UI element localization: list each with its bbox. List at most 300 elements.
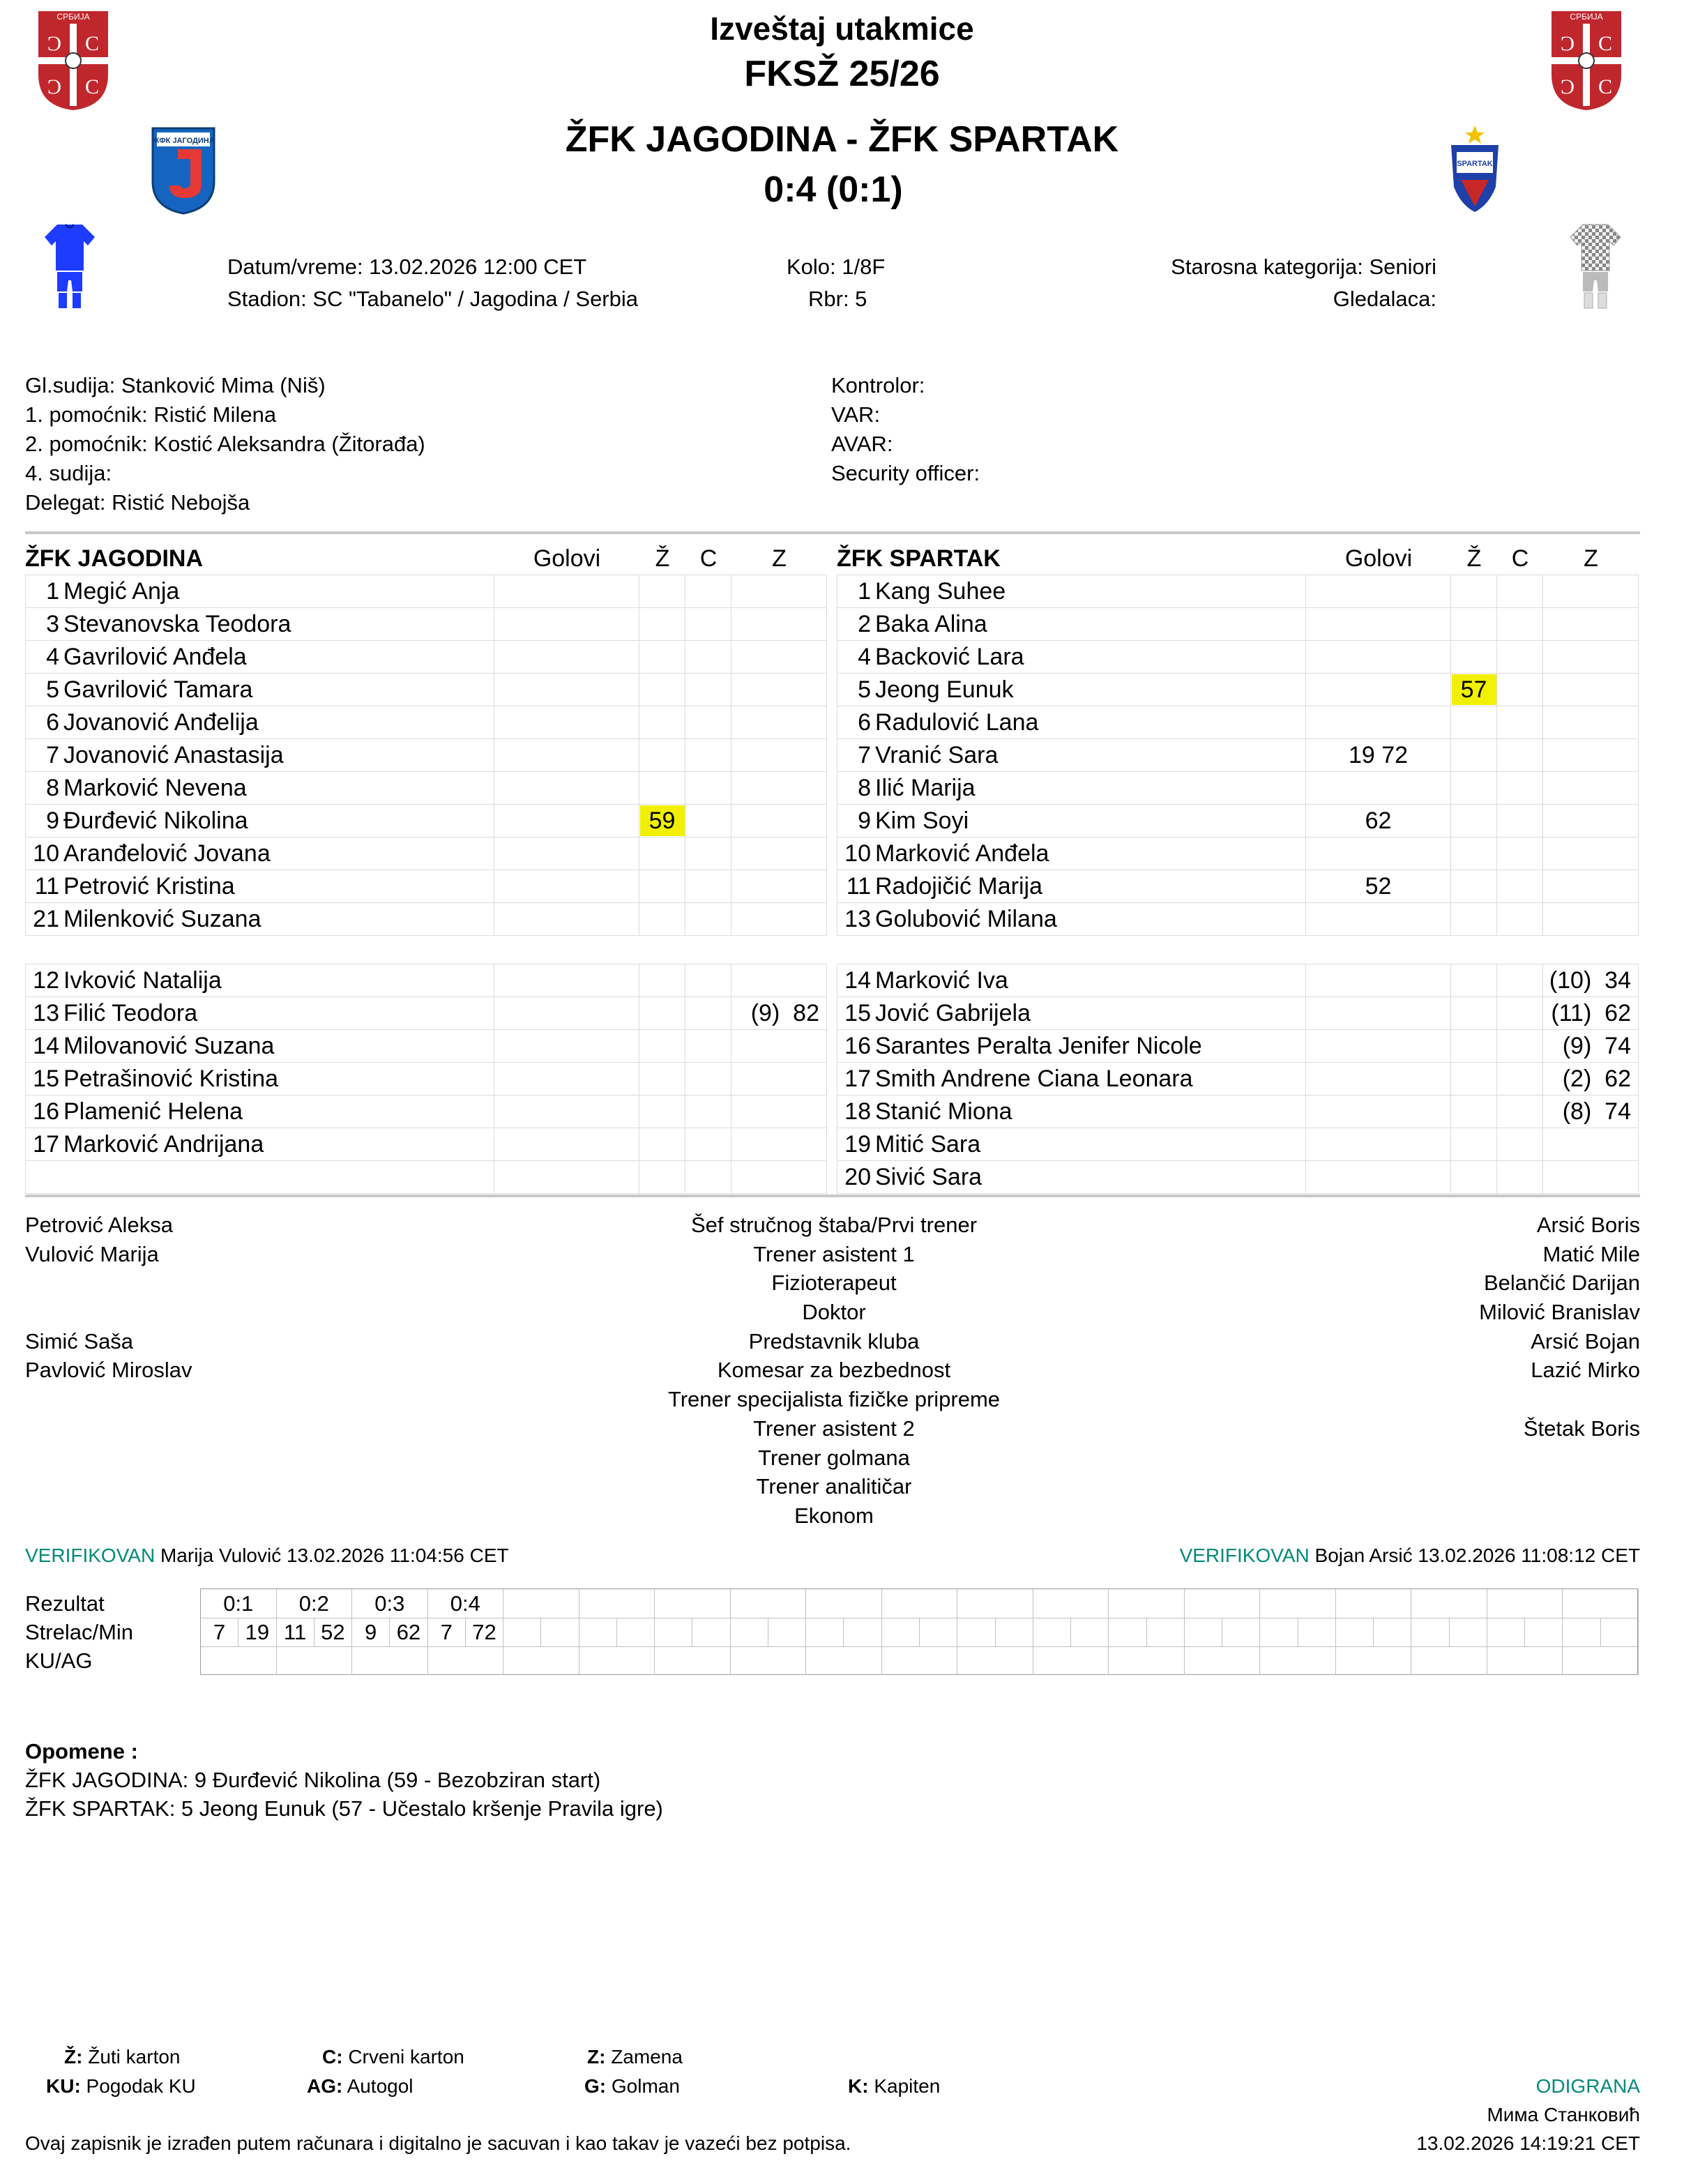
player-sub	[731, 1063, 827, 1095]
player-red	[685, 805, 731, 837]
player-row	[837, 1128, 1639, 1161]
result-cell	[731, 1589, 807, 1618]
scorer-minute-cell	[1298, 1618, 1336, 1646]
player-number: 6	[46, 709, 59, 736]
scorer-minute-cell	[1147, 1618, 1185, 1646]
scorer-number-cell	[503, 1618, 541, 1646]
player-row	[25, 837, 827, 870]
player-red	[685, 1095, 731, 1128]
lineup-spacer	[837, 936, 1639, 964]
player-red	[1497, 1063, 1543, 1095]
player-goals	[494, 870, 639, 902]
player-name: Kim Soyi	[875, 807, 969, 834]
ku-ag-cell	[1033, 1646, 1109, 1675]
player-number: 4	[46, 644, 59, 670]
player-name: Milovanović Suzana	[63, 1033, 275, 1059]
player-yellow	[1451, 964, 1497, 996]
player-sub	[731, 1128, 827, 1160]
player-goals	[494, 1030, 639, 1062]
player-row	[25, 1128, 827, 1161]
staff-line	[25, 1501, 192, 1531]
player-name: Jović Gabrijela	[875, 1000, 1031, 1026]
player-red	[1497, 674, 1543, 706]
player-cell	[837, 1161, 1306, 1193]
player-cell	[25, 1128, 494, 1160]
player-number: 7	[46, 742, 59, 768]
official-line: Delegat: Ristić Nebojša	[25, 490, 250, 515]
scorer-minute-cell	[1525, 1618, 1563, 1646]
player-name: Plamenić Helena	[63, 1098, 243, 1125]
result-cell	[1411, 1589, 1487, 1618]
footer-note: Ovaj zapisnik je izrađen putem računara i digitalno je sacuvan i kao takav je vazeći bez potpisa.	[25, 2132, 851, 2154]
match-round: Kolo: 1/8F	[787, 255, 886, 279]
staff-line: Matić Mile	[1542, 1241, 1640, 1266]
player-red	[1497, 739, 1543, 771]
player-yellow	[1451, 1128, 1497, 1160]
ku-ag-cell	[428, 1646, 504, 1675]
player-sub	[731, 1095, 827, 1128]
staff-line: Vulović Marija	[25, 1241, 159, 1266]
player-row	[25, 870, 827, 903]
player-row	[837, 997, 1639, 1030]
player-name: Ivković Natalija	[63, 967, 222, 994]
player-yellow	[639, 608, 685, 640]
scorer-minute-cell	[1374, 1618, 1411, 1646]
player-number: 14	[33, 1033, 59, 1059]
staff-line	[25, 1385, 192, 1414]
player-yellow	[639, 997, 685, 1029]
svg-text:СРБИЈА: СРБИЈА	[1570, 12, 1603, 22]
player-number: 2	[858, 611, 871, 637]
svg-text:SPARTAK: SPARTAK	[1457, 160, 1493, 168]
player-cell	[25, 805, 494, 837]
player-red	[1497, 1161, 1543, 1193]
player-sub	[1543, 903, 1639, 935]
player-row	[25, 1063, 827, 1095]
player-row	[837, 1030, 1639, 1063]
divider	[25, 531, 1640, 534]
player-number: 17	[844, 1066, 871, 1092]
result-cell: 0:1	[201, 1589, 277, 1618]
player-goals	[1306, 1030, 1451, 1062]
scorer-label: Strelac/Min	[25, 1620, 134, 1644]
player-cell	[25, 1161, 494, 1193]
lineup-header	[25, 543, 827, 575]
match-stadium: Stadion: SC "Tabanelo" / Jagodina / Serbia	[227, 287, 638, 311]
player-number: 9	[46, 807, 59, 834]
scorer-number-cell	[957, 1618, 995, 1646]
player-number: 8	[46, 775, 59, 801]
player-cell	[837, 641, 1306, 673]
player-goals	[1306, 641, 1451, 673]
scorer-number-cell	[655, 1618, 692, 1646]
official-line: VAR:	[831, 402, 881, 427]
player-goals	[494, 837, 639, 870]
player-number: 17	[33, 1131, 59, 1158]
away-verification	[1180, 1545, 1640, 1567]
legend-ag: AG: Autogol	[307, 2075, 414, 2097]
player-cell	[25, 870, 494, 902]
player-goals: 52	[1306, 870, 1451, 902]
player-goals	[494, 641, 639, 673]
player-red	[685, 641, 731, 673]
player-sub	[731, 608, 827, 640]
player-name: Milenković Suzana	[63, 906, 261, 932]
scorer-minute-cell	[692, 1618, 730, 1646]
scorer-minute-cell	[1601, 1618, 1639, 1646]
player-row	[837, 575, 1639, 608]
verified-label: VERIFIKOVAN	[1179, 1545, 1310, 1566]
player-sub	[1543, 641, 1639, 673]
player-red	[1497, 805, 1543, 837]
player-row	[25, 674, 827, 706]
divider	[25, 1195, 1640, 1197]
player-sub	[731, 641, 827, 673]
player-name: Smith Andrene Ciana Leonara	[875, 1066, 1193, 1092]
player-cell	[837, 608, 1306, 640]
result-cell	[957, 1589, 1033, 1618]
player-number: 21	[33, 906, 59, 932]
player-row	[837, 903, 1639, 936]
player-cell	[25, 674, 494, 706]
scorer-minute-cell	[541, 1618, 579, 1646]
player-yellow	[1451, 1161, 1497, 1193]
player-cell	[25, 772, 494, 804]
svg-text:Ͻ: Ͻ	[47, 75, 62, 98]
player-red	[685, 1161, 731, 1193]
result-cell: 0:2	[277, 1589, 353, 1618]
result-cell	[503, 1589, 579, 1618]
player-sub	[731, 575, 827, 607]
svg-text:C: C	[1598, 75, 1613, 98]
result-cell	[655, 1589, 731, 1618]
scorer-number-cell: 7	[428, 1618, 466, 1646]
staff-line: Komesar za bezbednost	[717, 1358, 951, 1383]
player-yellow	[639, 805, 685, 837]
player-number: 19	[844, 1131, 871, 1158]
player-cell	[25, 1063, 494, 1095]
verified-label: VERIFIKOVAN	[25, 1545, 155, 1566]
player-yellow	[1451, 903, 1497, 935]
scorer-number-cell: 9	[352, 1618, 390, 1646]
result-cell: 0:3	[352, 1589, 428, 1618]
player-goals	[1306, 903, 1451, 935]
player-cell	[837, 1128, 1306, 1160]
player-yellow	[1451, 706, 1497, 738]
scorer-number-cell	[1563, 1618, 1600, 1646]
player-goals	[1306, 1128, 1451, 1160]
caution-line: ŽFK SPARTAK: 5 Jeong Eunuk (57 - Učestalo kršenje Pravila igre)	[25, 1796, 663, 1821]
scorer-number-cell: 7	[201, 1618, 238, 1646]
player-goals	[1306, 772, 1451, 804]
player-number: 15	[33, 1066, 59, 1092]
player-goals	[494, 1161, 639, 1193]
player-sub	[1543, 772, 1639, 804]
svg-text:ЖФК ЈАГОДИНА: ЖФК ЈАГОДИНА	[152, 137, 215, 145]
player-goals	[1306, 837, 1451, 870]
player-red	[1497, 608, 1543, 640]
player-goals	[1306, 674, 1451, 706]
report-title: Izveštaj utakmice	[710, 10, 974, 47]
player-row	[25, 1030, 827, 1063]
match-status: ODIGRANA	[1535, 2075, 1640, 2097]
player-cell	[837, 964, 1306, 996]
staff-line	[25, 1298, 192, 1327]
official-line: Gl.sudija: Stanković Mima (Niš)	[25, 373, 326, 397]
player-red	[685, 997, 731, 1029]
player-cell	[837, 1095, 1306, 1128]
result-cell	[1109, 1589, 1185, 1618]
match-title: ŽFK JAGODINA - ŽFK SPARTAK	[565, 119, 1119, 160]
player-yellow	[639, 1095, 685, 1128]
staff-line: Trener analitičar	[756, 1474, 912, 1499]
player-number: 16	[33, 1098, 59, 1125]
player-cell	[25, 575, 494, 607]
away-lineup-table	[837, 543, 1639, 1194]
player-yellow	[639, 964, 685, 996]
player-yellow	[1451, 1030, 1497, 1062]
player-row	[25, 739, 827, 772]
staff-line	[25, 1472, 192, 1501]
player-name: Đurđević Nikolina	[63, 807, 248, 834]
staff-line	[25, 1414, 192, 1443]
player-name: Marković Iva	[875, 967, 1008, 994]
player-row	[837, 964, 1639, 997]
officials-left	[25, 373, 425, 520]
player-row	[25, 964, 827, 997]
svg-text:СРБИЈА: СРБИЈА	[56, 12, 90, 22]
player-sub	[731, 903, 827, 935]
result-cell	[1260, 1589, 1336, 1618]
signer-name: Мима Станковић	[1487, 2104, 1640, 2125]
legend-red: C: Crveni karton	[322, 2046, 464, 2068]
staff-line: Belančić Darijan	[1484, 1271, 1640, 1296]
player-goals	[494, 1063, 639, 1095]
match-datetime: Datum/vreme: 13.02.2026 12:00 CET	[227, 255, 587, 279]
player-goals	[1306, 964, 1451, 996]
player-yellow	[1451, 641, 1497, 673]
result-label: Rezultat	[25, 1591, 105, 1616]
ku-ag-cell	[655, 1646, 731, 1675]
competition-name: FKSŽ 25/26	[744, 54, 940, 94]
player-yellow	[1451, 1063, 1497, 1095]
player-yellow	[639, 575, 685, 607]
player-name: Marković Andrijana	[63, 1131, 264, 1158]
player-yellow	[639, 837, 685, 870]
signature-timestamp: 13.02.2026 14:19:21 CET	[1416, 2132, 1640, 2154]
player-row	[837, 641, 1639, 674]
scorer-minute-cell	[844, 1618, 881, 1646]
player-cell	[25, 964, 494, 996]
player-row	[25, 1095, 827, 1128]
player-cell	[837, 837, 1306, 870]
legend-captain: K: Kapiten	[848, 2075, 941, 2097]
player-number: 12	[33, 967, 59, 994]
player-sub	[731, 1161, 827, 1193]
player-sub	[1543, 870, 1639, 902]
player-goals	[1306, 1063, 1451, 1095]
legend-ku: KU: Pogodak KU	[46, 2075, 196, 2097]
player-row	[25, 608, 827, 641]
staff-line: Trener asistent 2	[753, 1416, 915, 1441]
player-number: 11	[34, 873, 59, 900]
player-sub	[731, 805, 827, 837]
player-red	[685, 837, 731, 870]
player-yellow	[639, 674, 685, 706]
ku-ag-cell	[1563, 1646, 1639, 1675]
player-red	[685, 608, 731, 640]
staff-line: Predstavnik kluba	[748, 1328, 920, 1353]
player-row	[837, 1161, 1639, 1194]
player-sub	[1543, 608, 1639, 640]
player-yellow	[639, 1063, 685, 1095]
player-number: 7	[858, 742, 871, 768]
player-goals	[494, 674, 639, 706]
player-name: Jovanović Anastasija	[63, 742, 284, 768]
player-number: 16	[844, 1033, 871, 1059]
player-sub: (11) 62	[1543, 997, 1639, 1029]
player-sub	[731, 964, 827, 996]
player-row	[837, 706, 1639, 739]
scorer-minute-cell	[996, 1618, 1033, 1646]
player-yellow	[639, 706, 685, 738]
staff-line: Pavlović Miroslav	[25, 1358, 192, 1383]
scorer-number-cell	[579, 1618, 617, 1646]
yellow-card-minute: 59	[640, 805, 685, 836]
player-row	[837, 870, 1639, 903]
player-cell	[837, 870, 1306, 902]
result-cell	[806, 1589, 882, 1618]
player-number: 13	[844, 906, 871, 932]
officials-right	[831, 373, 980, 490]
yellow-card-minute: 57	[1452, 674, 1496, 705]
scorer-number-cell	[1033, 1618, 1071, 1646]
player-red	[685, 870, 731, 902]
scorer-minute-cell: 19	[238, 1618, 276, 1646]
team-name: ŽFK JAGODINA	[25, 545, 203, 572]
scorer-number-cell	[882, 1618, 920, 1646]
result-cell: 0:4	[428, 1589, 504, 1618]
player-name: Ilić Marija	[875, 775, 976, 801]
player-name: Petrašinović Kristina	[63, 1066, 279, 1092]
home-staff-list	[25, 1211, 192, 1531]
player-sub	[1543, 805, 1639, 837]
result-cell	[1336, 1589, 1412, 1618]
red-header: C	[699, 545, 718, 572]
player-row	[837, 837, 1639, 870]
staff-line: Simić Saša	[25, 1328, 134, 1353]
player-sub: (2) 62	[1543, 1063, 1639, 1095]
yellow-header: Ž	[1466, 545, 1482, 572]
scorer-minute-cell	[1222, 1618, 1260, 1646]
team-name: ŽFK SPARTAK	[837, 545, 1001, 572]
player-red	[685, 964, 731, 996]
player-sub	[731, 1030, 827, 1062]
player-goals: 19 72	[1306, 739, 1451, 771]
player-name: Aranđelović Jovana	[63, 840, 271, 867]
official-line: 4. sudija:	[25, 461, 112, 485]
ku-ag-cell	[201, 1646, 277, 1675]
staff-line: Štetak Boris	[1523, 1416, 1640, 1441]
player-red	[685, 903, 731, 935]
player-red	[685, 674, 731, 706]
player-number: 10	[844, 840, 871, 867]
ku-ag-cell	[731, 1646, 807, 1675]
official-line: Security officer:	[831, 461, 980, 485]
player-goals	[1306, 706, 1451, 738]
player-sub	[731, 674, 827, 706]
player-name: Golubović Milana	[875, 906, 1057, 932]
scorer-number-cell	[1260, 1618, 1298, 1646]
lineup-spacer	[25, 936, 827, 964]
player-red	[685, 706, 731, 738]
scorer-minute-cell: 52	[314, 1618, 352, 1646]
player-red	[1497, 706, 1543, 738]
scorer-minute-cell	[1071, 1618, 1109, 1646]
staff-line: Arsić Boris	[1536, 1213, 1640, 1237]
ku-ag-cell	[806, 1646, 882, 1675]
player-name: Radulović Lana	[875, 709, 1039, 736]
staff-line: Trener specijalista fizičke pripreme	[667, 1387, 1001, 1412]
official-line: 1. pomoćnik: Ristić Milena	[25, 402, 277, 427]
player-yellow	[639, 870, 685, 902]
player-sub	[1543, 575, 1639, 607]
scorer-minute-cell	[617, 1618, 655, 1646]
home-kit-icon	[42, 222, 98, 312]
player-number: 10	[33, 840, 59, 867]
sub-header: Z	[772, 545, 787, 572]
scorer-minute-cell	[768, 1618, 806, 1646]
player-number: 6	[858, 709, 871, 736]
player-red	[1497, 772, 1543, 804]
ku-ag-cell	[1487, 1646, 1563, 1675]
player-goals	[494, 964, 639, 996]
player-row	[25, 706, 827, 739]
player-number: 5	[46, 676, 59, 703]
player-goals	[494, 1095, 639, 1128]
player-yellow	[1451, 772, 1497, 804]
player-sub	[1543, 1161, 1639, 1193]
player-cell	[25, 706, 494, 738]
player-row	[837, 1095, 1639, 1128]
player-cell	[25, 997, 494, 1029]
player-number: 18	[844, 1098, 871, 1125]
player-red	[1497, 837, 1543, 870]
legend-sub: Z: Zamena	[587, 2046, 683, 2068]
player-name: Marković Nevena	[63, 775, 247, 801]
staff-line: Ekonom	[794, 1503, 874, 1528]
scorer-number-cell	[1487, 1618, 1525, 1646]
ku-ag-cell	[352, 1646, 428, 1675]
player-goals	[494, 997, 639, 1029]
player-cell	[837, 706, 1306, 738]
player-name: Jovanović Anđelija	[63, 709, 259, 736]
player-goals	[494, 608, 639, 640]
player-yellow	[639, 1128, 685, 1160]
player-number: 13	[33, 1000, 59, 1026]
goals-header: Golovi	[533, 545, 601, 572]
staff-line: Lazić Mirko	[1531, 1358, 1640, 1383]
player-number: 20	[844, 1164, 871, 1190]
player-name: Backović Lara	[875, 644, 1024, 670]
player-name: Mitić Sara	[875, 1131, 981, 1158]
player-row	[837, 739, 1639, 772]
staff-line	[25, 1268, 192, 1298]
result-cell	[1033, 1589, 1109, 1618]
official-line: Kontrolor:	[831, 373, 925, 397]
player-goals	[494, 772, 639, 804]
player-yellow	[1451, 575, 1497, 607]
